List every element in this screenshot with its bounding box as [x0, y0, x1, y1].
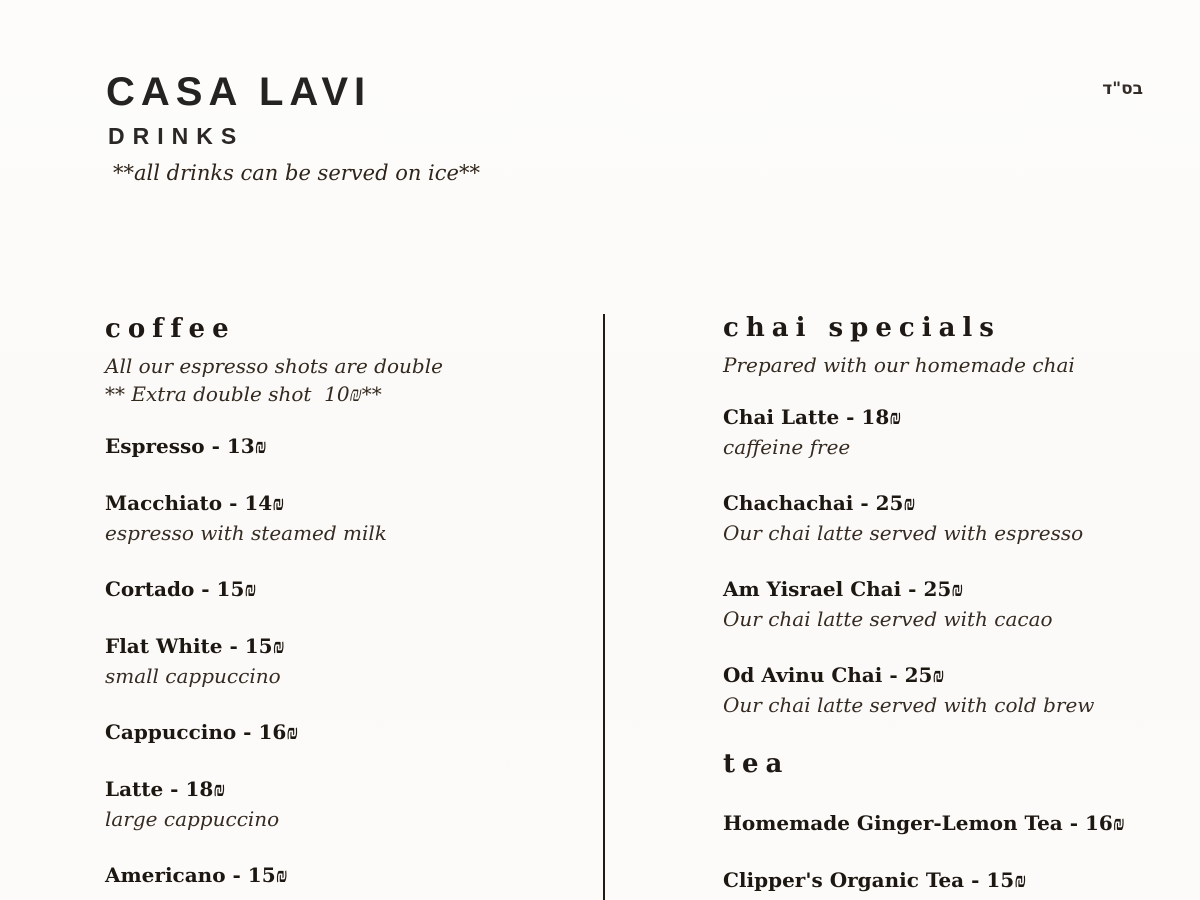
menu-item-label: Latte - 18₪ [105, 777, 226, 801]
bsd-hebrew-mark: בס"ד [1102, 79, 1143, 99]
menu-item-latte [105, 777, 585, 830]
menu-item-description: Our chai latte served with cacao [723, 607, 1053, 631]
menu-item-description: Our chai latte served with espresso [723, 521, 1084, 545]
brand-title: CASA LAVI [106, 70, 372, 114]
menu-item-label: Cortado - 15₪ [105, 577, 257, 601]
menu-item-description: large cappuccino [105, 807, 280, 831]
section-title-coffee: coffee [105, 314, 236, 344]
menu-item-ginger-lemon-tea [723, 811, 1193, 835]
left-column [105, 314, 585, 900]
menu-item-label: Clipper's Organic Tea - 15₪ [723, 868, 1027, 892]
section-notes-chai [723, 351, 1193, 379]
menu-item-label: Espresso - 13₪ [105, 434, 267, 458]
section-tea [723, 749, 1193, 892]
menu-item-chai-latte [723, 405, 1193, 458]
menu-item-label: Am Yisrael Chai - 25₪ [723, 577, 964, 601]
section-note: Prepared with our homemade chai [723, 353, 1075, 377]
menu-subtitle: DRINKS [108, 123, 245, 149]
section-note: All our espresso shots are double [105, 354, 443, 378]
menu-item-chachachai [723, 491, 1193, 544]
menu-item-macchiato [105, 491, 585, 544]
section-chai-specials [723, 313, 1193, 716]
menu-item-cortado [105, 577, 585, 601]
menu-item-label: Flat White - 15₪ [105, 634, 285, 658]
menu-item-am-yisrael-chai [723, 577, 1193, 630]
right-column [723, 313, 1193, 900]
section-title-tea: tea [723, 749, 790, 779]
menu-item-description: espresso with steamed milk [105, 521, 387, 545]
section-note: ** Extra double shot 10₪** [105, 382, 382, 406]
menu-item-flat-white [105, 634, 585, 687]
section-notes-coffee [105, 352, 585, 408]
menu-item-label: Homemade Ginger-Lemon Tea - 16₪ [723, 811, 1125, 835]
menu-item-description: caffeine free [723, 435, 851, 459]
menu-item-label: Cappuccino - 16₪ [105, 720, 299, 744]
menu-item-label: Od Avinu Chai - 25₪ [723, 663, 945, 687]
menu-item-od-avinu-chai [723, 663, 1193, 716]
column-divider [603, 314, 605, 900]
menu-item-label: Chachachai - 25₪ [723, 491, 916, 515]
section-title-chai-specials: chai specials [723, 313, 1001, 343]
menu-item-cappuccino [105, 720, 585, 744]
menu-item-clippers-organic-tea [723, 868, 1193, 892]
menu-item-label: Americano - 15₪ [105, 863, 288, 887]
menu-item-label: Macchiato - 14₪ [105, 491, 285, 515]
menu-item-label: Chai Latte - 18₪ [723, 405, 902, 429]
section-coffee [105, 314, 585, 887]
menu-item-americano [105, 863, 585, 887]
menu-item-espresso [105, 434, 585, 458]
ice-note: **all drinks can be served on ice** [113, 161, 480, 185]
menu-item-description: Our chai latte served with cold brew [723, 693, 1095, 717]
menu-item-description: small cappuccino [105, 664, 281, 688]
